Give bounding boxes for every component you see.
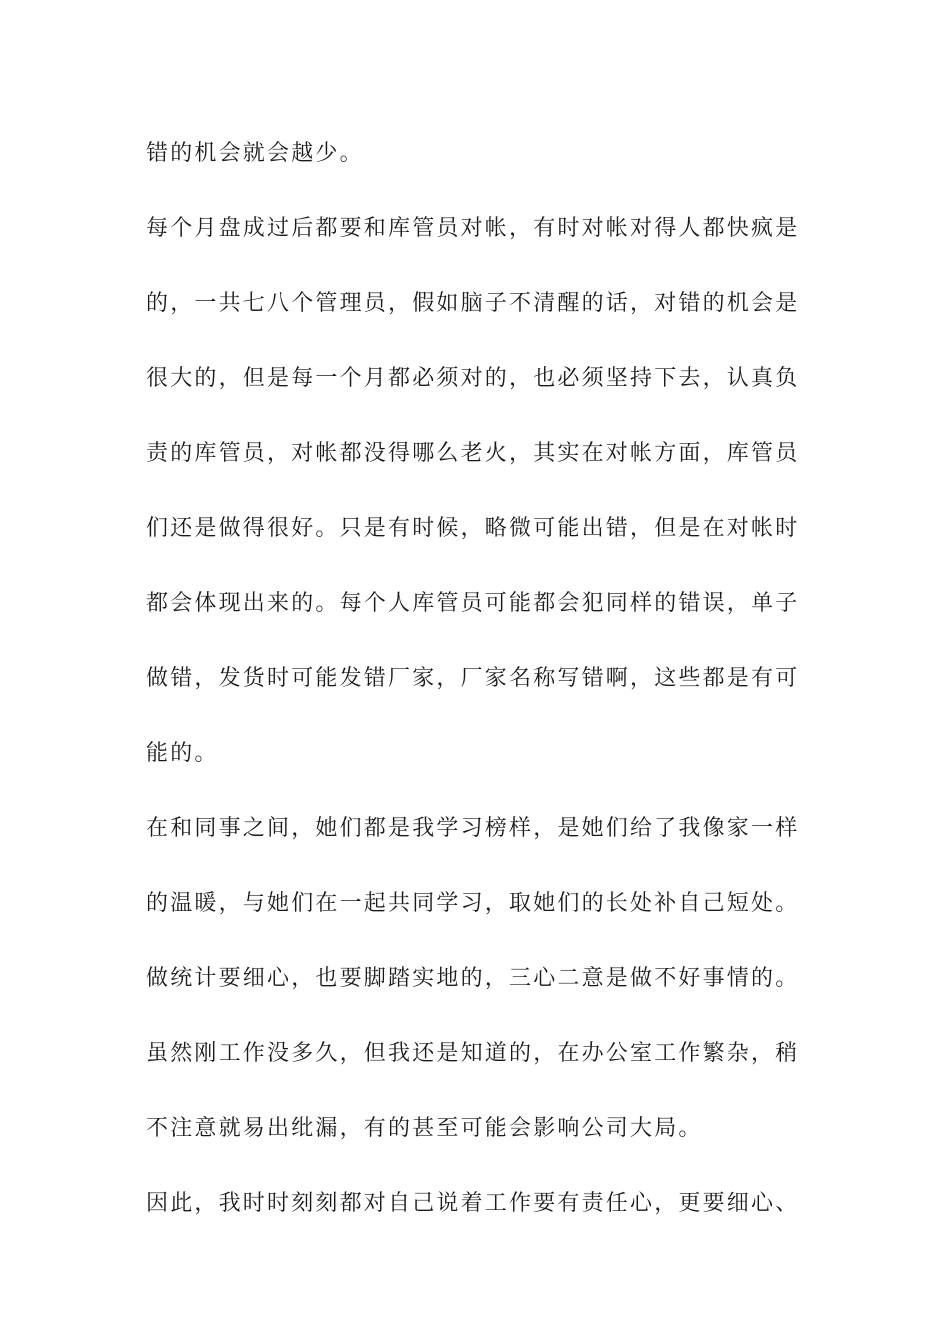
text-line: 责的库管员，对帐都没得哪么老火，其实在对帐方面，库管员	[146, 441, 800, 466]
text-line: 虽然刚工作没多久，但我还是知道的，在办公室工作繁杂，稍	[146, 1041, 800, 1066]
text-line: 们还是做得很好。只是有时候，略微可能出错，但是在对帐时	[146, 516, 800, 541]
text-line: 在和同事之间，她们都是我学习榜样，是她们给了我像家一样	[146, 816, 800, 841]
text-line: 的，一共七八个管理员，假如脑子不清醒的话，对错的机会是	[146, 291, 800, 316]
text-line: 很大的，但是每一个月都必须对的，也必须坚持下去，认真负	[146, 366, 800, 391]
text-line: 错的机会就会越少。	[146, 141, 364, 166]
text-line: 因此，我时时刻刻都对自己说着工作要有责任心，更要细心、	[146, 1191, 800, 1216]
text-line: 不注意就易出纰漏，有的甚至可能会影响公司大局。	[146, 1116, 703, 1141]
text-line: 都会体现出来的。每个人库管员可能都会犯同样的错误，单子	[146, 591, 800, 616]
text-line: 做统计要细心，也要脚踏实地的，三心二意是做不好事情的。	[146, 966, 800, 991]
document-body	[146, 130, 808, 1255]
text-line: 的温暖，与她们在一起共同学习，取她们的长处补自己短处。	[146, 891, 800, 916]
text-line: 能的。	[146, 741, 219, 766]
text-line: 每个月盘成过后都要和库管员对帐，有时对帐对得人都快疯是	[146, 216, 800, 241]
text-line: 做错，发货时可能发错厂家，厂家名称写错啊，这些都是有可	[146, 666, 800, 691]
